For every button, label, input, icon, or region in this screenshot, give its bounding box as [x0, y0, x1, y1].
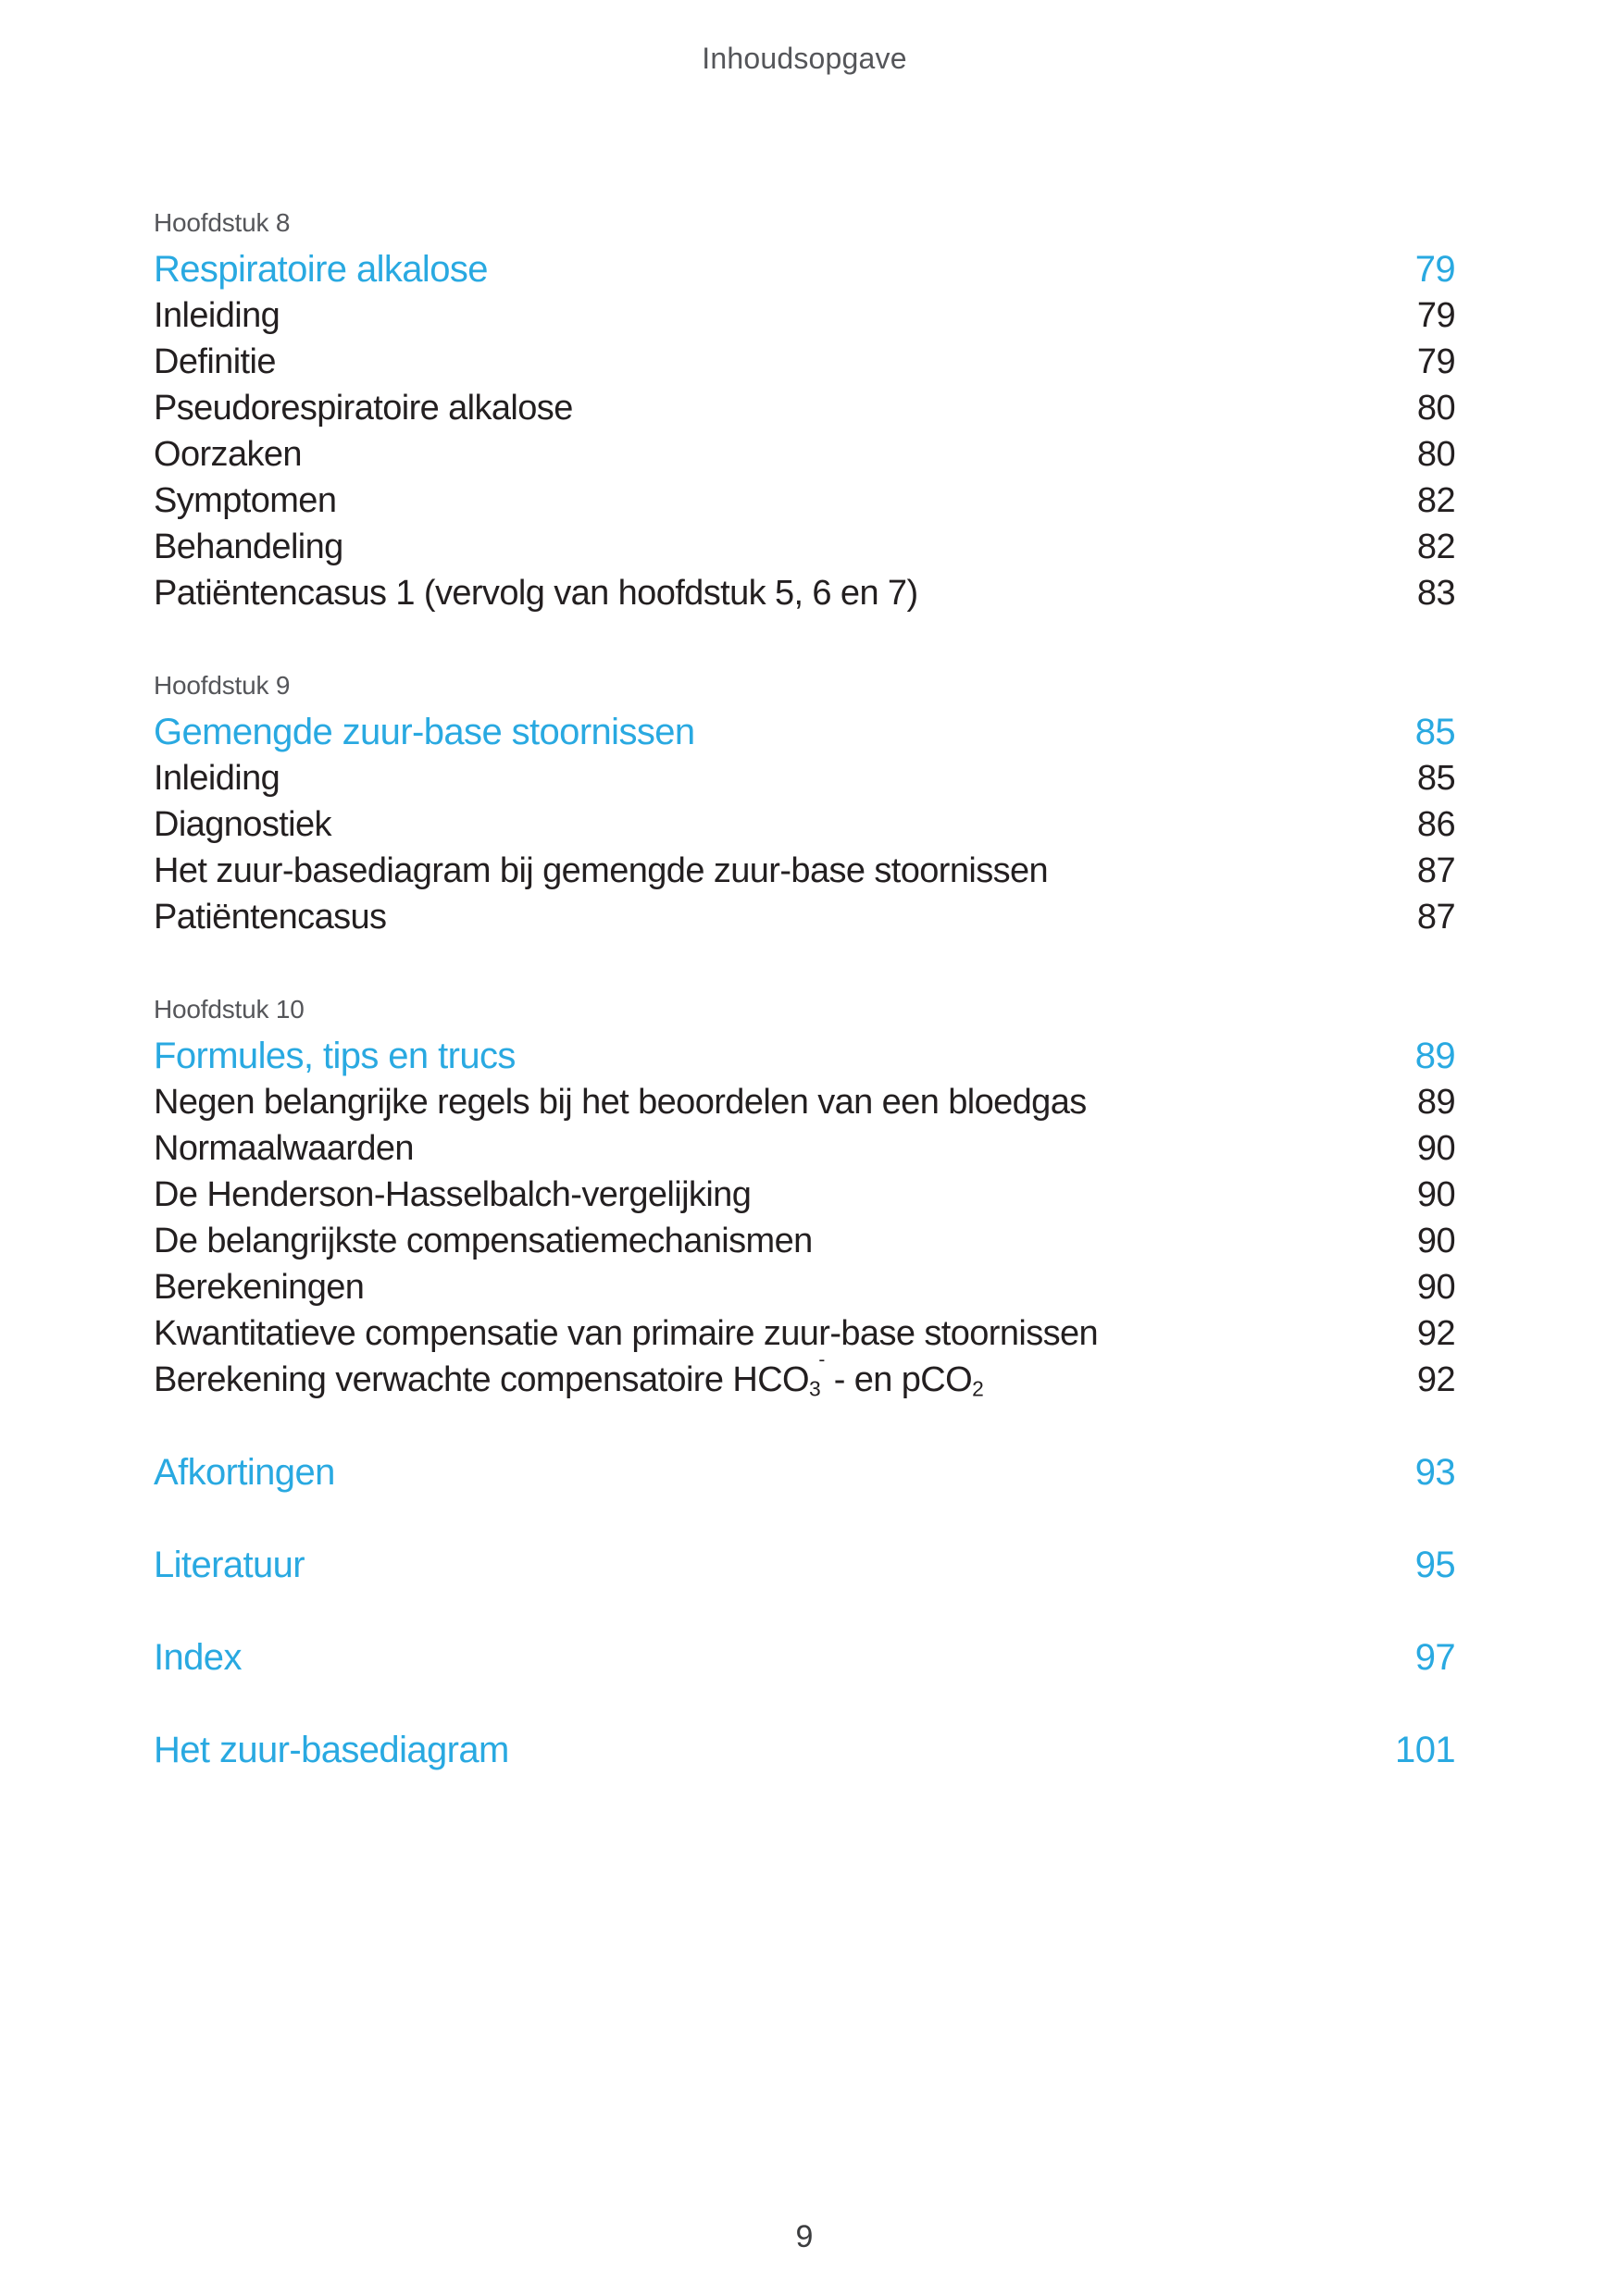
toc-entry-index[interactable] — [154, 1634, 1455, 1681]
toc-entry-afkortingen[interactable] — [154, 1449, 1455, 1496]
entry-page-number: 95 — [1414, 1545, 1455, 1585]
toc-entry-chapter-title[interactable] — [154, 1033, 1455, 1079]
entry-page-number: 93 — [1414, 1452, 1455, 1493]
entry-page-number: 101 — [1395, 1730, 1455, 1770]
entry-label: Patiëntencasus — [154, 898, 387, 937]
page-title: Inhoudsopgave — [702, 42, 907, 75]
entry-label: Respiratoire alkalose — [154, 249, 488, 290]
entry-label: Normaalwaarden — [154, 1129, 414, 1168]
toc-entry-chapter-title[interactable] — [154, 246, 1455, 292]
entry-label: Afkortingen — [154, 1452, 335, 1493]
entry-label: Formules, tips en trucs — [154, 1036, 516, 1076]
entry-page-number: 97 — [1414, 1637, 1455, 1678]
entry-page-number: 86 — [1416, 805, 1455, 844]
entry-page-number: 83 — [1416, 574, 1455, 613]
entry-page-number: 85 — [1414, 712, 1455, 752]
entry-label: Inleiding — [154, 759, 280, 798]
chapter-label: Hoofdstuk 9 — [154, 671, 291, 700]
toc-entry[interactable] — [154, 894, 1455, 940]
entry-page-number: 80 — [1416, 389, 1455, 428]
chapter-label: Hoofdstuk 10 — [154, 995, 305, 1024]
entry-page-number: 89 — [1414, 1036, 1455, 1076]
entry-label: Oorzaken — [154, 435, 302, 474]
toc-entry[interactable] — [154, 1079, 1455, 1125]
entry-page-number: 79 — [1414, 249, 1455, 290]
entry-label: Negen belangrijke regels bij het beoordelen van een bloedgas — [154, 1083, 1087, 1122]
entry-page-number: 79 — [1416, 296, 1455, 335]
toc-entry-chapter-title[interactable] — [154, 709, 1455, 755]
chapter-9-section — [154, 663, 1455, 940]
toc-entry[interactable] — [154, 292, 1455, 339]
entry-label: Kwantitatieve compensatie van primaire zuur-base stoornissen — [154, 1314, 1099, 1353]
entry-label: Index — [154, 1637, 242, 1678]
back-matter-entries — [154, 1449, 1455, 1773]
toc-entry-zuur-basediagram[interactable] — [154, 1727, 1455, 1773]
toc-entry[interactable] — [154, 385, 1455, 431]
toc-entry[interactable] — [154, 478, 1455, 524]
chapter-label: Hoofdstuk 8 — [154, 208, 291, 237]
toc-entry[interactable] — [154, 1264, 1455, 1310]
entry-page-number: 82 — [1416, 527, 1455, 566]
entry-page-number: 79 — [1416, 342, 1455, 381]
chapter-10-section — [154, 987, 1455, 1403]
formula-text: Berekening verwachte compensatoire HCO — [154, 1360, 809, 1399]
entry-page-number: 85 — [1416, 759, 1455, 798]
toc-entry-literatuur[interactable] — [154, 1542, 1455, 1588]
entry-label: De belangrijkste compensatiemechanismen — [154, 1222, 813, 1260]
entry-label: Inleiding — [154, 296, 280, 335]
entry-label: Pseudorespiratoire alkalose — [154, 389, 573, 428]
entry-label: De Henderson-Hasselbalch-vergelijking — [154, 1175, 752, 1214]
entry-label: Behandeling — [154, 527, 343, 566]
page-number: 9 — [795, 2219, 814, 2254]
entry-label: Diagnostiek — [154, 805, 331, 844]
entry-page-number: 90 — [1416, 1129, 1455, 1168]
entry-page-number: 87 — [1416, 851, 1455, 890]
entry-label: Definitie — [154, 342, 276, 381]
entry-page-number: 80 — [1416, 435, 1455, 474]
chapter-8-section — [154, 200, 1455, 616]
formula-text: - en pCO — [824, 1360, 973, 1399]
entry-page-number: 90 — [1416, 1268, 1455, 1307]
toc-entry[interactable] — [154, 1172, 1455, 1218]
formula-subscript: 3 — [809, 1376, 821, 1401]
entry-page-number: 92 — [1416, 1360, 1455, 1399]
entry-page-number: 82 — [1416, 481, 1455, 520]
entry-page-number: 90 — [1416, 1222, 1455, 1260]
toc-entry[interactable] — [154, 1310, 1455, 1357]
toc-entry[interactable] — [154, 1125, 1455, 1172]
toc-entry[interactable] — [154, 570, 1455, 616]
toc-entry[interactable] — [154, 1218, 1455, 1264]
toc-entry[interactable] — [154, 431, 1455, 478]
toc-entry[interactable] — [154, 801, 1455, 848]
toc-entry[interactable] — [154, 755, 1455, 801]
entry-label: Het zuur-basediagram bij gemengde zuur-base stoornissen — [154, 851, 1049, 890]
entry-label — [154, 1349, 984, 1403]
entry-page-number: 89 — [1416, 1083, 1455, 1122]
entry-label: Literatuur — [154, 1545, 305, 1585]
toc-entry[interactable] — [154, 339, 1455, 385]
entry-label: Het zuur-basediagram — [154, 1730, 509, 1770]
table-of-contents — [154, 200, 1455, 1773]
entry-label: Patiëntencasus 1 (vervolg van hoofdstuk 5, 6 en 7) — [154, 574, 918, 613]
entry-page-number: 90 — [1416, 1175, 1455, 1214]
entry-label: Symptomen — [154, 481, 337, 520]
entry-label: Gemengde zuur-base stoornissen — [154, 712, 695, 752]
formula-subscript: 2 — [972, 1376, 984, 1401]
toc-entry[interactable] — [154, 848, 1455, 894]
entry-page-number: 92 — [1416, 1314, 1455, 1353]
toc-entry[interactable] — [154, 524, 1455, 570]
entry-label: Berekeningen — [154, 1268, 365, 1307]
toc-entry-formula[interactable] — [154, 1349, 1455, 1403]
formula-superscript-minus: - — [818, 1349, 825, 1371]
entry-page-number: 87 — [1416, 898, 1455, 937]
